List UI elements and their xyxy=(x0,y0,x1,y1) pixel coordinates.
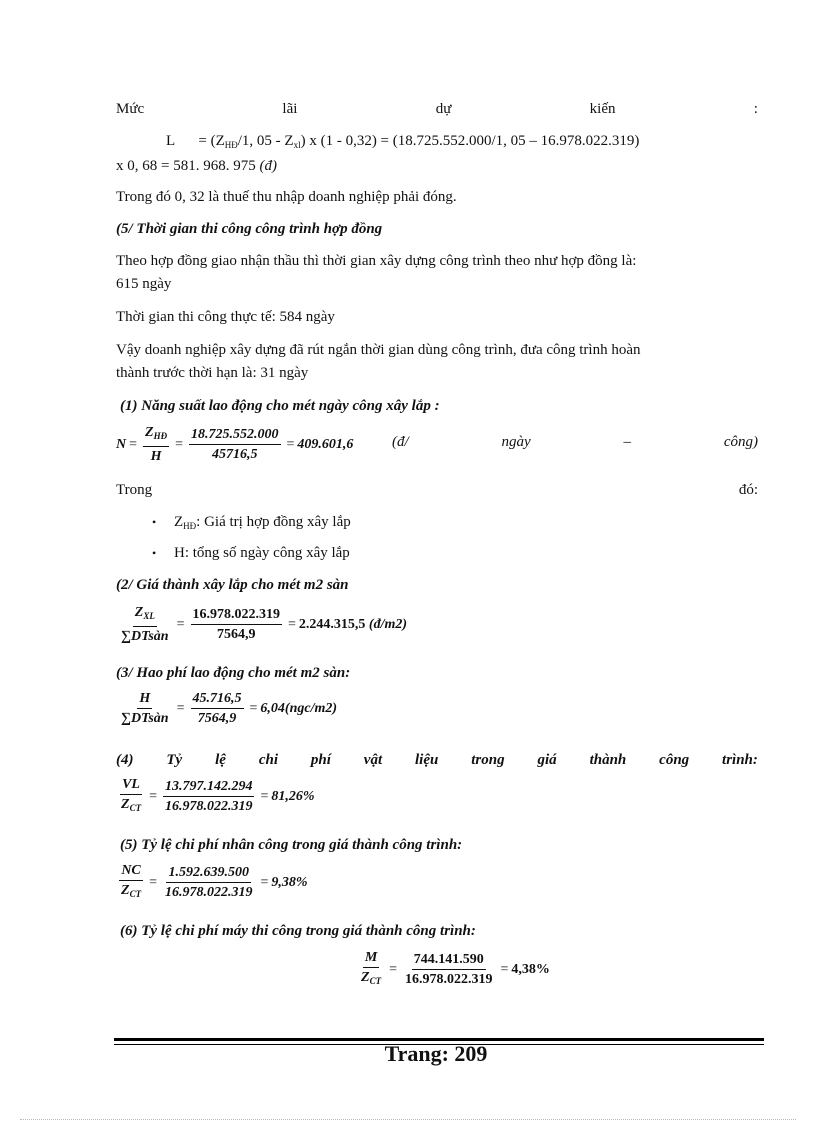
formula-machine-ratio: $\frac{M}{Z_{CT}}$ = $\frac{744.141.590}{16.978.022.319}$ = 4,38% xyxy=(361,950,550,987)
actual-time: Thời gian thi công thực tế: 584 ngày xyxy=(116,309,335,325)
tax-note: Trong đó 0, 32 là thuế thu nhập doanh nghiệp phải đóng. xyxy=(116,189,457,205)
section2-title: (2/ Giá thành xây lắp cho mét m2 sàn xyxy=(116,577,349,593)
profit-heading: Mức lãi dự kiến : xyxy=(116,101,758,117)
productivity-unit: (đ/ ngày – công) xyxy=(392,434,758,450)
formula-productivity: N = $\frac{Z_{HĐ}}{H}$ = $\frac{18.725.552.000}{45716,5}$ = 409.601,6 xyxy=(116,425,354,464)
formula-material-ratio: $\frac{VL}{Z_{CT}}$ = $\frac{13.797.142.294}{16.978.022.319}$ = 81,26% xyxy=(121,777,315,814)
list-item: • $Z_{HĐ}$: Giá trị hợp đồng xây lắp xyxy=(152,511,351,537)
bullet-icon: • xyxy=(152,546,157,560)
section4-title: (4) Tỷ lệ chi phí vật liệu trong giá thành công trình: xyxy=(116,752,758,768)
formula-labor-ratio: $\frac{NC}{Z_{CT}}$ = $\frac{1.592.639.500}{16.978.022.319}$ = 9,38% xyxy=(121,863,308,900)
page-number: Trang: 209 xyxy=(384,1041,488,1066)
list-item: • H: tổng số ngày công xây lắp xyxy=(152,542,350,564)
section1-title: (1) Năng suất lao động cho mét ngày công xây lắp : xyxy=(120,398,440,414)
section6-title: (6) Tỷ lệ chi phí máy thi công trong giá thành công trình: xyxy=(120,923,476,939)
bullet-icon: • xyxy=(152,515,157,529)
formula-labor-per-m2: $\frac{H}{\text{∑DTsàn}}$ = $\frac{45.716,5}{7564,9}$ = 6,04(ngc/m2) xyxy=(121,691,338,726)
shortened-line2: thành trước thời hạn là: 31 ngày xyxy=(116,365,309,381)
shortened-line1: Vậy doanh nghiệp xây dựng đã rút ngắn thời gian dùng công trình, đưa công trình hoàn xyxy=(116,342,641,358)
contract-time-line2: 615 ngày xyxy=(116,276,172,292)
page-edge xyxy=(20,1119,796,1120)
section5-title: (5/ Thời gian thi công công trình hợp đồng xyxy=(116,221,383,237)
section3-title: (3/ Hao phí lao động cho mét m2 sàn: xyxy=(116,665,351,681)
where-line: Trong đó: xyxy=(116,482,758,498)
section5b-title: (5) Tỷ lệ chi phí nhân công trong giá thành công trình: xyxy=(120,837,463,853)
contract-time-line1: Theo hợp đồng giao nhận thầu thì thời gian xây dựng công trình theo như hợp đồng là: xyxy=(116,253,637,269)
profit-formula: $L = (Z_{HĐ}/1$, $05 - Z_{xl}$) x (1 - 0,32) = (18.725.552.000/1, 05 – 16.978.022.319) xyxy=(166,133,640,150)
profit-result: x 0, 68 = 581. 968. 975 (đ) xyxy=(116,158,277,174)
formula-cost-per-m2: $\frac{Z_{XL}}{\text{∑DTsàn}}$ = $\frac{16.978.022.319}{7564,9}$ = 2.244.315,5 (đ/m2) xyxy=(121,605,408,644)
